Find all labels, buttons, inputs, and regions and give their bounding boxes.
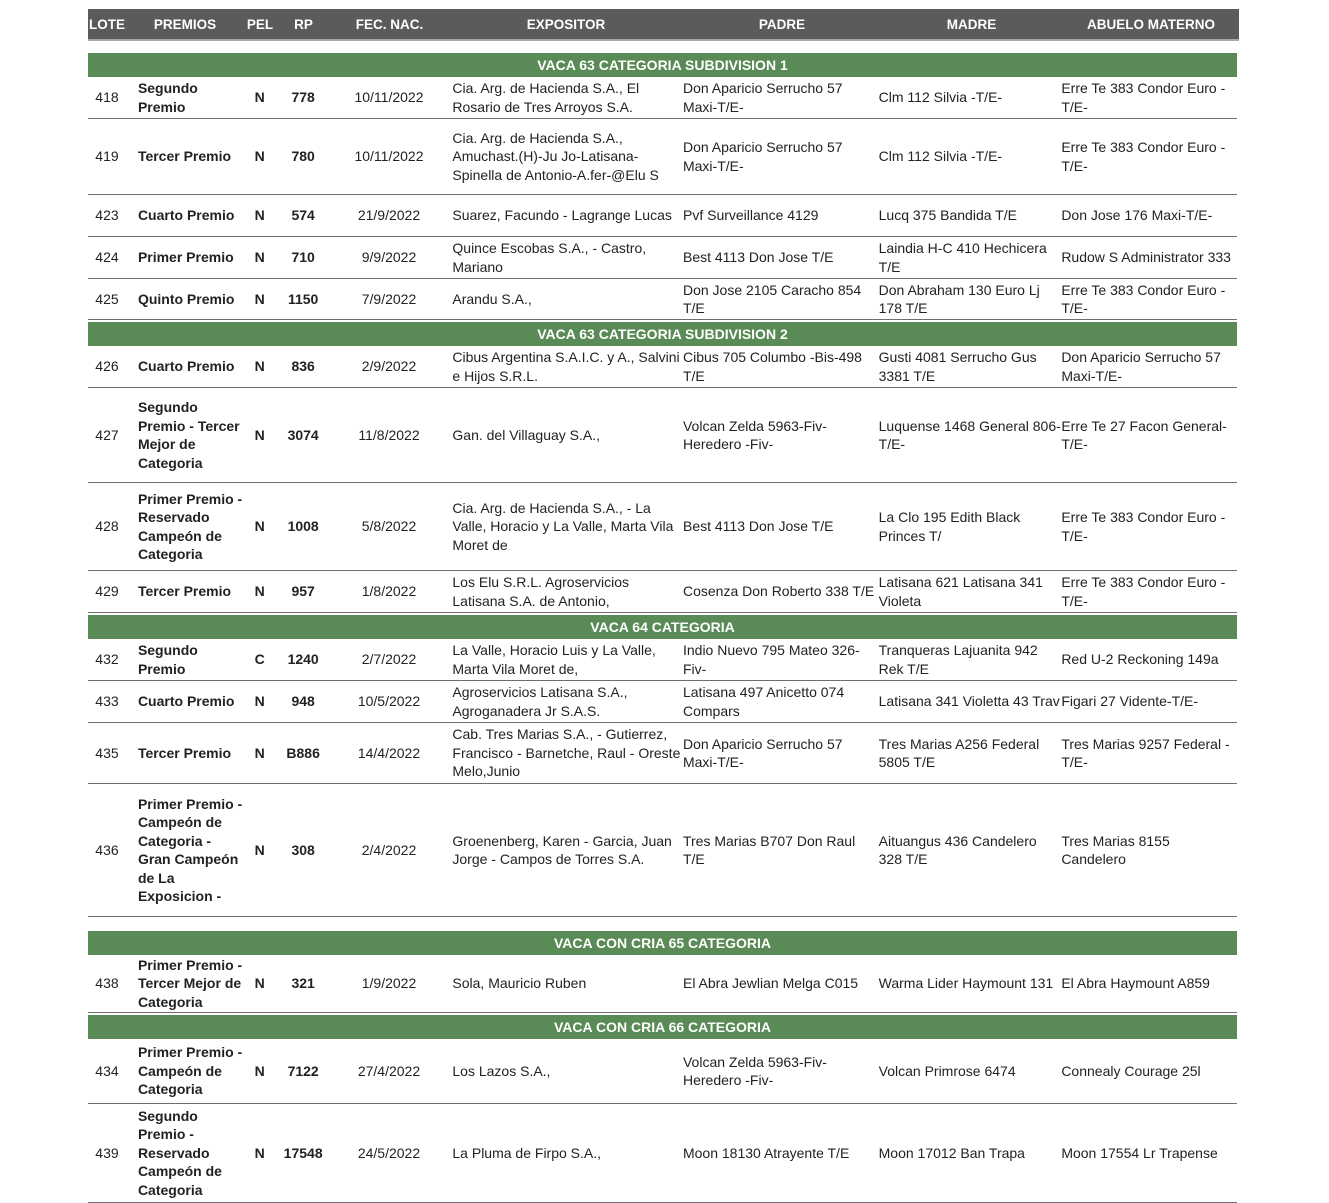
lote-cell: 419 [95, 148, 119, 165]
category-header: VACA CON CRIA 65 CATEGORIA [88, 931, 1237, 955]
abuelo-materno-cell: Rudow S Administrator 333 [1061, 249, 1231, 266]
rp-cell: 1150 [287, 290, 319, 307]
fecha-cell: 21/9/2022 [357, 207, 421, 224]
lote-cell: 427 [95, 426, 119, 443]
table-row [88, 1104, 1237, 1203]
lote-cell: 429 [95, 583, 119, 600]
expositor-cell: Cia. Arg. de Hacienda S.A., Amuchast.(H)-Ju Jo-Latisana-Spinella de Antonio-A.fer-@Elu S [452, 129, 659, 183]
fecha-cell: 1/8/2022 [361, 583, 417, 600]
lote-cell: 439 [95, 1144, 119, 1161]
pel-cell: N [254, 583, 265, 600]
madre-cell: La Clo 195 Edith Black Princes T/ [878, 509, 1021, 544]
expositor-cell: Cab. Tres Marias S.A., - Gutierrez, Francisco - Barnetche, Raul - Oreste Melo,Junio [452, 726, 681, 780]
madre-cell: Clm 112 Silvia -T/E- [878, 148, 1003, 165]
madre-cell: Tres Marias A256 Federal 5805 T/E [878, 735, 1040, 770]
pel-cell: N [254, 249, 265, 266]
madre-cell: Latisana 341 Violetta 43 Trav [878, 693, 1060, 710]
pel-cell: N [254, 426, 265, 443]
table-header [88, 9, 1239, 41]
padre-cell: Cibus 705 Columbo -Bis-498 T/E [682, 349, 862, 384]
lote-cell: 435 [95, 744, 119, 761]
pel-cell: N [254, 1144, 265, 1161]
padre-cell: Don Jose 2105 Caracho 854 T/E [682, 281, 862, 316]
category-header: VACA 63 CATEGORIA SUBDIVISION 2 [88, 322, 1237, 346]
abuelo-materno-cell: Don Aparicio Serrucho 57 Maxi-T/E- [1061, 349, 1221, 384]
expositor-cell: Gan. del Villaguay S.A., [452, 426, 600, 443]
madre-cell: Gusti 4081 Serrucho Gus 3381 T/E [878, 349, 1037, 384]
premio-cell: Primer Premio - Reservado Campeón de Categoria [137, 490, 243, 562]
rp-cell: 1240 [287, 651, 319, 668]
madre-cell: Volcan Primrose 6474 [878, 1062, 1016, 1079]
fecha-cell: 10/11/2022 [354, 89, 424, 106]
table-row [88, 119, 1237, 195]
pel-cell: N [254, 975, 265, 992]
pel-cell: N [254, 841, 265, 858]
table-row [88, 955, 1237, 1013]
fecha-cell: 24/5/2022 [357, 1144, 421, 1161]
table-row [88, 681, 1237, 723]
abuelo-materno-cell: Connealy Courage 25l [1061, 1062, 1201, 1079]
rp-cell: 778 [291, 89, 315, 106]
abuelo-materno-cell: Erre Te 383 Condor Euro -T/E- [1061, 281, 1226, 316]
padre-cell: El Abra Jewlian Melga C015 [682, 975, 859, 992]
lote-cell: 423 [95, 207, 119, 224]
fecha-cell: 10/5/2022 [357, 693, 421, 710]
premio-cell: Primer Premio [137, 249, 234, 266]
table-row [88, 723, 1237, 784]
expositor-cell: Cia. Arg. de Hacienda S.A., - La Valle, Horacio y La Valle, Marta Vila Moret de [452, 499, 674, 553]
table-row [88, 571, 1237, 613]
category-header: VACA CON CRIA 66 CATEGORIA [88, 1015, 1237, 1039]
table-body [88, 53, 1239, 1203]
rp-cell: 7122 [287, 1062, 319, 1079]
lote-cell: 428 [95, 518, 119, 535]
expositor-cell: Arandu S.A., [452, 290, 532, 307]
padre-cell: Pvf Surveillance 4129 [682, 207, 819, 224]
abuelo-materno-cell: Moon 17554 Lr Trapense [1061, 1144, 1218, 1161]
expositor-cell: Cibus Argentina S.A.I.C. y A., Salvini e Hijos S.R.L. [452, 349, 680, 384]
table-row [88, 483, 1237, 571]
rp-cell: 574 [291, 207, 315, 224]
col-fec-nac: FEC. NAC. [355, 16, 424, 32]
col-expositor: EXPOSITOR [526, 16, 606, 32]
abuelo-materno-cell: Erre Te 383 Condor Euro -T/E- [1061, 574, 1226, 609]
pel-cell: N [254, 148, 265, 165]
madre-cell: Luquense 1468 General 806-T/E- [878, 417, 1061, 452]
table-row [88, 77, 1237, 119]
table-row [88, 1039, 1237, 1104]
col-madre: MADRE [946, 16, 997, 32]
lote-cell: 432 [95, 651, 119, 668]
padre-cell: Volcan Zelda 5963-Fiv-Heredero -Fiv- [682, 1053, 827, 1088]
pel-cell: N [254, 290, 265, 307]
padre-cell: Cosenza Don Roberto 338 T/E [682, 583, 875, 600]
rp-cell: 948 [291, 693, 315, 710]
pel-cell: N [254, 518, 265, 535]
col-rp: RP [294, 16, 313, 32]
col-lote: LOTE [89, 16, 125, 32]
madre-cell: Latisana 621 Latisana 341 Violeta [878, 574, 1043, 609]
fecha-cell: 7/9/2022 [361, 290, 417, 307]
padre-cell: Best 4113 Don Jose T/E [682, 518, 834, 535]
premio-cell: Segundo Premio - Tercer Mejor de Categoria [137, 399, 240, 471]
fecha-cell: 2/7/2022 [361, 651, 417, 668]
table-row [88, 784, 1237, 917]
rp-cell: 710 [291, 249, 315, 266]
expositor-cell: Groenenberg, Karen - Garcia, Juan Jorge - Campos de Torres S.A. [452, 832, 672, 867]
abuelo-materno-cell: Don Jose 176 Maxi-T/E- [1061, 207, 1213, 224]
fecha-cell: 11/8/2022 [358, 426, 420, 443]
rp-cell: 17548 [283, 1144, 323, 1161]
table-row [88, 346, 1237, 388]
abuelo-materno-cell: Erre Te 383 Condor Euro -T/E- [1061, 509, 1226, 544]
abuelo-materno-cell: Figari 27 Vidente-T/E- [1061, 693, 1199, 710]
premio-cell: Tercer Premio [137, 583, 232, 600]
rp-cell: 836 [291, 358, 315, 375]
expositor-cell: Agroservicios Latisana S.A., Agroganadera Jr S.A.S. [452, 684, 628, 719]
lote-cell: 418 [95, 89, 119, 106]
pel-cell: N [254, 1062, 265, 1079]
premio-cell: Segundo Premio [137, 642, 198, 677]
abuelo-materno-cell: Tres Marias 8155 Candelero [1061, 832, 1170, 867]
table-row [88, 639, 1237, 681]
rp-cell: B886 [286, 744, 320, 761]
category-header: VACA 64 CATEGORIA [88, 615, 1237, 639]
expositor-cell: Los Elu S.R.L. Agroservicios Latisana S.A. de Antonio, [452, 574, 630, 609]
expositor-cell: La Pluma de Firpo S.A., [452, 1144, 602, 1161]
expositor-cell: Sola, Mauricio Ruben [452, 975, 587, 992]
pel-cell: C [254, 651, 265, 668]
table-row [88, 195, 1237, 237]
abuelo-materno-cell: Tres Marias 9257 Federal -T/E- [1061, 735, 1230, 770]
premio-cell: Segundo Premio - Reservado Campeón de Categoria [137, 1107, 222, 1198]
fecha-cell: 2/9/2022 [361, 358, 417, 375]
table-row [88, 237, 1237, 279]
results-table [88, 9, 1239, 1203]
lote-cell: 438 [95, 975, 119, 992]
padre-cell: Don Aparicio Serrucho 57 Maxi-T/E- [682, 139, 843, 174]
madre-cell: Don Abraham 130 Euro Lj 178 T/E [878, 281, 1040, 316]
premio-cell: Primer Premio - Campeón de Categoria - Gran Campeón de La Exposicion - [137, 795, 243, 904]
madre-cell: Laindia H-C 410 Hechicera T/E [878, 240, 1047, 275]
category-header: VACA 63 CATEGORIA SUBDIVISION 1 [88, 53, 1237, 77]
pel-cell: N [254, 744, 265, 761]
padre-cell: Don Aparicio Serrucho 57 Maxi-T/E- [682, 735, 843, 770]
expositor-cell: Los Lazos S.A., [452, 1062, 551, 1079]
madre-cell: Warma Lider Haymount 131 [878, 975, 1054, 992]
padre-cell: Volcan Zelda 5963-Fiv-Heredero -Fiv- [682, 417, 827, 452]
col-premios: PREMIOS [153, 16, 217, 32]
premio-cell: Tercer Premio [137, 148, 232, 165]
fecha-cell: 1/9/2022 [361, 975, 417, 992]
premio-cell: Segundo Premio [137, 80, 198, 115]
premio-cell: Cuarto Premio [137, 693, 235, 710]
rp-cell: 308 [291, 841, 315, 858]
madre-cell: Lucq 375 Bandida T/E [878, 207, 1017, 224]
expositor-cell: Quince Escobas S.A., - Castro, Mariano [452, 240, 647, 275]
madre-cell: Clm 112 Silvia -T/E- [878, 89, 1003, 106]
padre-cell: Tres Marias B707 Don Raul T/E [682, 832, 856, 867]
premio-cell: Cuarto Premio [137, 207, 235, 224]
premio-cell: Quinto Premio [137, 290, 235, 307]
lote-cell: 434 [95, 1062, 119, 1079]
padre-cell: Don Aparicio Serruchо 57 Maxi-T/E- [682, 80, 843, 115]
lote-cell: 425 [95, 290, 119, 307]
expositor-cell: La Valle, Horacio Luis y La Valle, Marta Vila Moret de, [452, 642, 656, 677]
abuelo-materno-cell: Red U-2 Reckoning 149a [1061, 651, 1219, 668]
abuelo-materno-cell: El Abra Haymount A859 [1061, 975, 1210, 992]
rp-cell: 321 [291, 975, 315, 992]
lote-cell: 436 [95, 841, 119, 858]
expositor-cell: Suarez, Facundo - Lagrange Lucas [452, 207, 672, 224]
rp-cell: 957 [291, 583, 315, 600]
fecha-cell: 10/11/2022 [354, 148, 424, 165]
premio-cell: Cuarto Premio [137, 358, 235, 375]
pel-cell: N [254, 358, 265, 375]
padre-cell: Latisana 497 Anicetto 074 Compars [682, 684, 845, 719]
abuelo-materno-cell: Erre Te 383 Condor Euro -T/E- [1061, 139, 1226, 174]
abuelo-materno-cell: Erre Te 383 Condor Euro -T/E- [1061, 80, 1226, 115]
premio-cell: Primer Premio - Campeón de Categoria [137, 1044, 243, 1098]
pel-cell: N [254, 89, 265, 106]
expositor-cell: Cia. Arg. de Hacienda S.A., El Rosario de Tres Arroyos S.A. [452, 80, 640, 115]
col-padre: PADRE [758, 16, 806, 32]
abuelo-materno-cell: Erre Te 27 Facon General-T/E- [1061, 417, 1227, 452]
fecha-cell: 27/4/2022 [357, 1062, 421, 1079]
padre-cell: Indio Nuevo 795 Mateo 326-Fiv- [682, 642, 860, 677]
pel-cell: N [254, 693, 265, 710]
madre-cell: Moon 17012 Ban Trapa [878, 1144, 1025, 1161]
madre-cell: Tranqueras Lajuanita 942 Rek T/E [878, 642, 1038, 677]
fecha-cell: 2/4/2022 [361, 841, 417, 858]
premio-cell: Primer Premio - Tercer Mejor de Categoria [137, 956, 243, 1010]
table-row [88, 388, 1237, 483]
fecha-cell: 14/4/2022 [357, 744, 421, 761]
col-abuelo-materno: ABUELO MATERNO [1087, 16, 1215, 32]
padre-cell: Best 4113 Don Jose T/E [682, 249, 834, 266]
pel-cell: N [254, 207, 265, 224]
rp-cell: 1008 [287, 518, 319, 535]
premio-cell: Tercer Premio [137, 744, 232, 761]
rp-cell: 780 [291, 148, 315, 165]
rp-cell: 3074 [287, 426, 319, 443]
padre-cell: Moon 18130 Atrayente T/E [682, 1144, 850, 1161]
fecha-cell: 5/8/2022 [361, 518, 417, 535]
table-row [88, 279, 1237, 320]
col-pel: PEL [246, 16, 274, 32]
lote-cell: 424 [95, 249, 119, 266]
madre-cell: Aituangus 436 Candelero 328 T/E [878, 832, 1037, 867]
lote-cell: 433 [95, 693, 119, 710]
fecha-cell: 9/9/2022 [361, 249, 417, 266]
lote-cell: 426 [95, 358, 119, 375]
